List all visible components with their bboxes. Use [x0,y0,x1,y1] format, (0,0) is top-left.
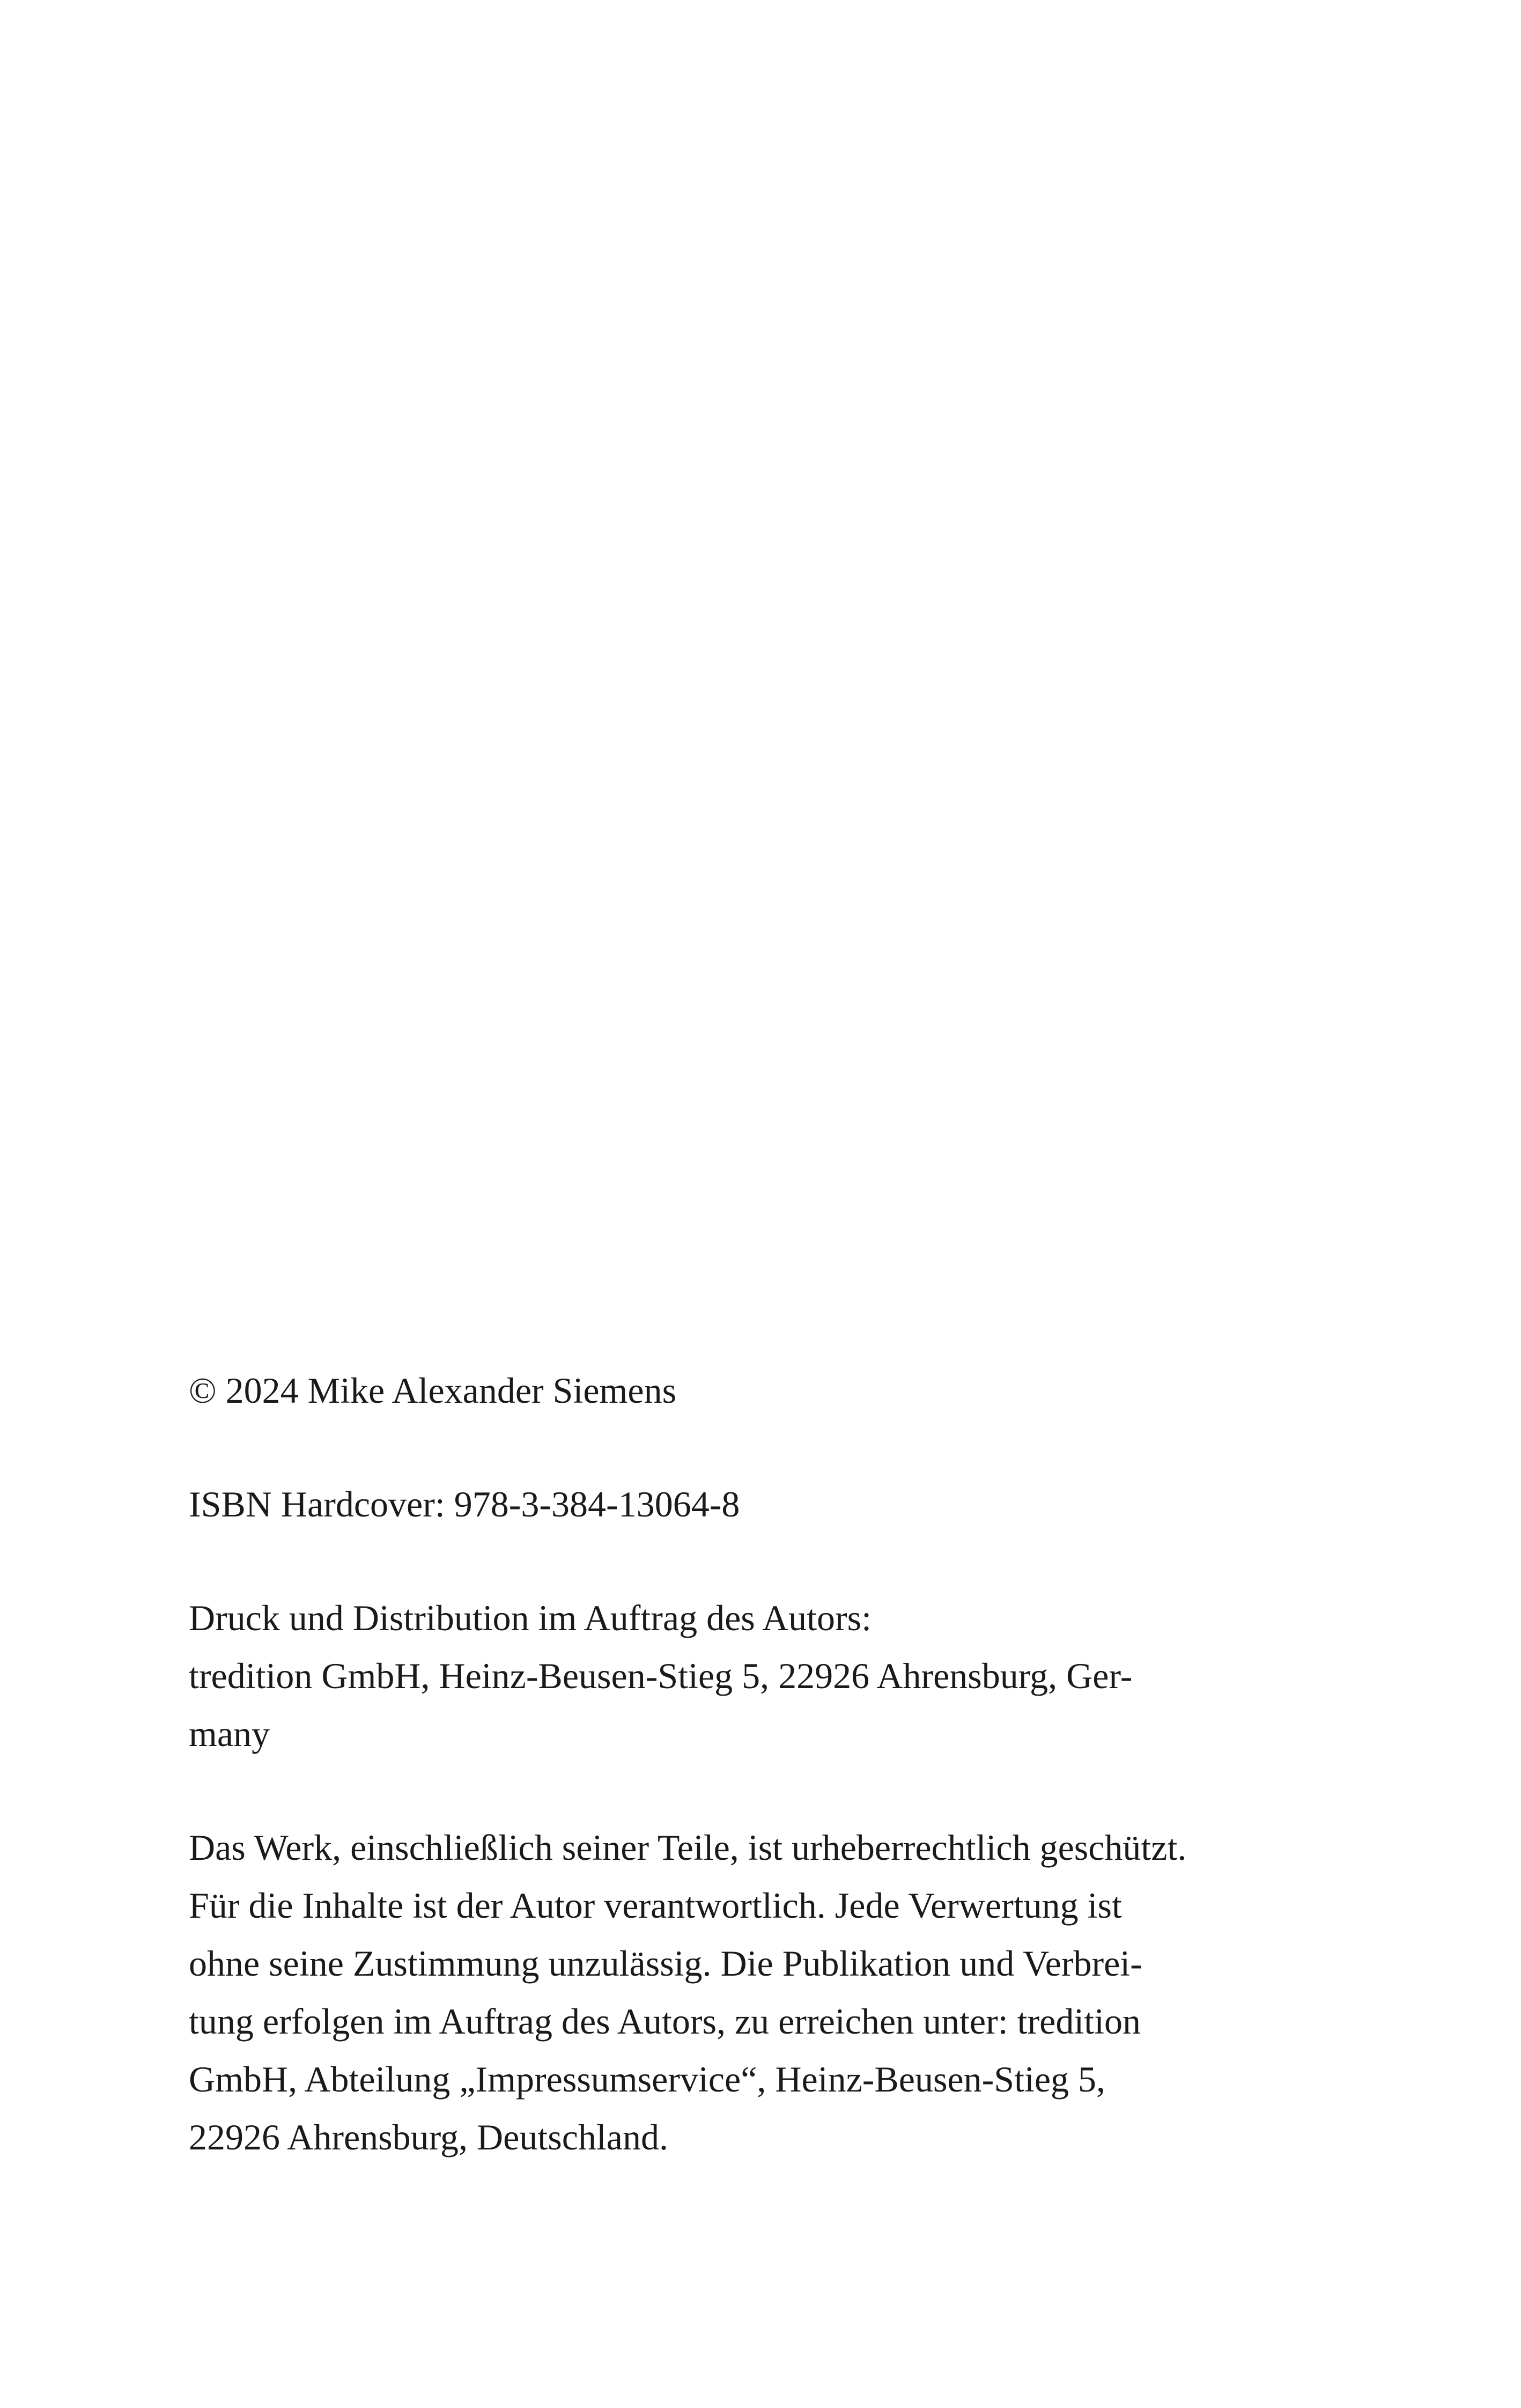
distribution-line: tredition GmbH, Heinz-Beusen-Stieg 5, 22926 Ahrensburg, Ger- [189,1655,1133,1696]
distribution-line: many [189,1713,270,1754]
distribution-line: Druck und Distribution im Auftrag des Autors: [189,1597,872,1638]
legal-line: ohne seine Zustimmung unzulässig. Die Publikation und Verbrei- [189,1943,1142,1984]
distribution-paragraph [189,1589,1342,1763]
legal-line: Für die Inhalte ist der Autor verantwortlich. Jede Verwertung ist [189,1885,1122,1926]
isbn-line: ISBN Hardcover: 978-3-384-13064-8 [189,1484,740,1525]
legal-line: Das Werk, einschließlich seiner Teile, ist urheberrechtlich geschützt. [189,1827,1187,1868]
legal-paragraph [189,1818,1342,2166]
legal-line: tung erfolgen im Auftrag des Autors, zu erreichen unter: tredition [189,2001,1141,2042]
imprint-block [189,1361,1342,2166]
legal-line: 22926 Ahrensburg, Deutschland. [189,2117,668,2157]
copyright-line: © 2024 Mike Alexander Siemens [189,1370,677,1411]
legal-line: GmbH, Abteilung „Impressumservice“, Heinz-Beusen-Stieg 5, [189,2059,1106,2100]
